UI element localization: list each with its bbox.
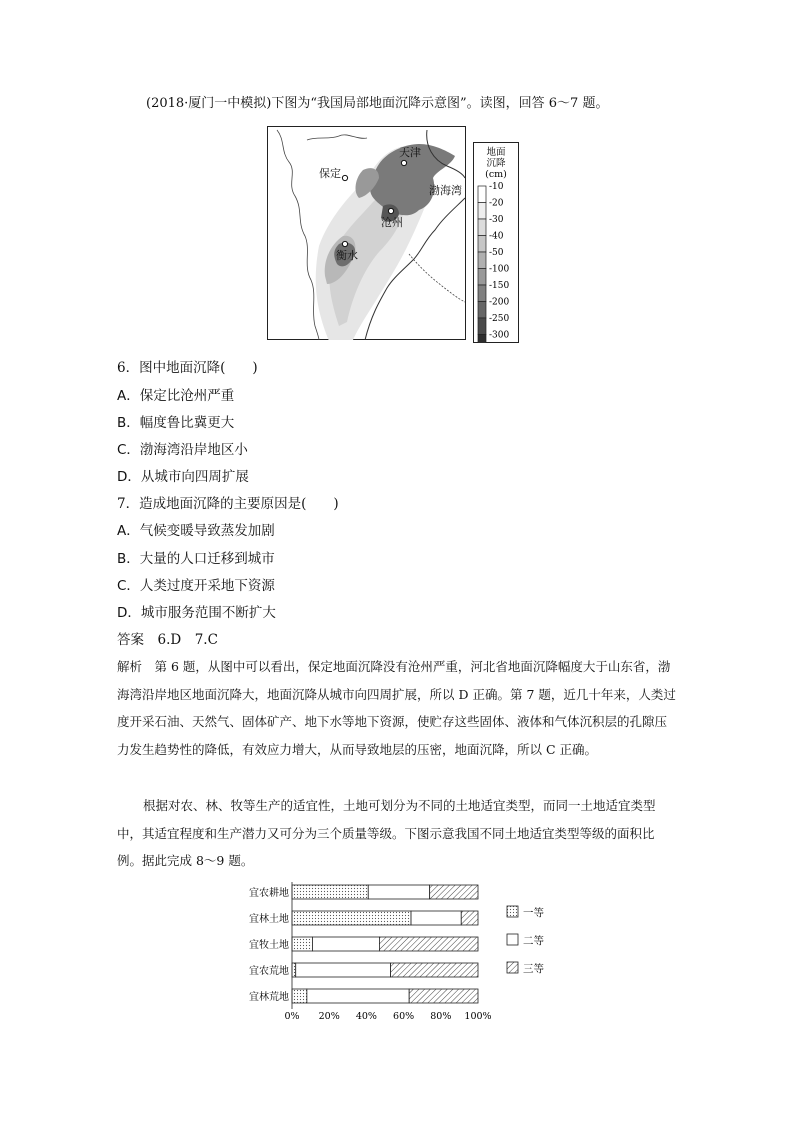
bar-segment [292,911,411,925]
x-tick-label: 100% [464,1011,492,1020]
legend-level-label: -250 [489,314,510,324]
label-cangzhou: 沧州 [381,216,403,229]
q7-stem: 7．造成地面沉降的主要原因是( ) [117,496,339,512]
category-label: 宜农耕地 [249,888,289,899]
legend-level-label: -30 [489,215,504,225]
chart-bars [292,885,478,1003]
legend-level-label: -40 [489,231,504,242]
legend-level-label: -100 [489,264,510,275]
bar-segment [411,911,461,925]
subsidence-map [267,126,466,340]
x-tick-label: 40% [355,1011,377,1020]
legend-swatch [478,236,486,253]
bar-segment [292,963,296,977]
q6-option-d: D．从城市向四周扩展 [117,469,249,485]
legend-level-label: -20 [489,198,504,209]
hengshui-marker [342,241,347,246]
x-tick-label: 20% [318,1011,340,1020]
q7-option-b: B．大量的人口迁移到城市 [117,551,275,567]
label-baoding: 保定 [319,167,341,180]
baoding-marker [342,175,347,180]
analysis-text: 第 6 题，从图中可以看出，保定地面沉降没有沧州严重，河北省地面沉降幅度大于山东省，渤海湾沿岸地区地面沉降大，地面沉降从城市向四周扩展，所以 D 正确。第 7 题，近几十年来，人类过度开采石油、天然气、固体矿产、地下水等地下资源，使贮存这些固体、液体和气体沉积层的孔隙压力发生趋势性的降低，有效应力增大，从而导致地层的压密，地面沉降，所以 C 正确。 [117,659,676,757]
analysis-label: 解析 [117,659,143,674]
x-tick-label: 60% [393,1011,415,1020]
bar-segment [307,989,409,1003]
label-hengshui: 衡水 [336,249,358,262]
legend-swatch [478,335,486,344]
q6-option-a: A．保定比沧州严重 [117,388,235,404]
bar-segment [409,989,478,1003]
legend-swatch [507,934,518,945]
legend-label: 三等 [523,963,544,975]
bar-segment [391,963,478,977]
x-tick-label: 0% [284,1011,300,1020]
legend-label: 一等 [523,907,544,919]
legend-level-label: -50 [489,248,504,258]
legend-swatch [507,962,518,973]
q7-option-d: D．城市服务范围不断扩大 [117,605,276,621]
label-bohai: 渤海湾 [429,184,462,197]
bar-segment [368,885,429,899]
answer-label: 答案 [117,632,144,648]
legend-swatch [478,269,486,286]
q6-option-b: B．幅度鲁比冀更大 [117,415,235,431]
bar-segment [292,885,368,899]
land-suitability-bar-chart [230,878,560,1020]
x-tick-label: 80% [430,1011,452,1020]
legend-swatch [478,219,486,236]
bar-segment [292,989,307,1003]
bar-segment [379,937,478,951]
legend-level-label: -300 [489,330,510,341]
bar-segment [292,937,312,951]
legend-level-label: -150 [489,281,510,291]
category-label: 宜农荒地 [249,966,289,977]
bar-segment [296,963,391,977]
legend-title-line: 地面 [486,147,506,158]
legend-label: 二等 [523,935,544,947]
tianjin-marker [401,160,406,165]
q6-option-c: C．渤海湾沿岸地区小 [117,442,248,458]
legend-swatch [478,318,486,335]
legend-swatch [478,252,486,269]
answer-text: 6.D 7.C [157,632,218,648]
chart-legend [507,906,544,975]
q7-option-a: A．气候变暖导致蒸发加剧 [117,523,275,539]
question-intro-6-7: (2018·厦门一中模拟)下图为“我国局部地面沉降示意图”。读图，回答 6～7 题。 [146,96,609,111]
question-intro-8-9: 根据对农、林、牧等生产的适宜性，土地可划分为不同的土地适宜类型，而同一土地适宜类型中，其适宜程度和生产潜力又可分为三个质量等级。下图示意我国不同土地适宜类型等级的面积比例。据此完成 8～9 题。 [117,798,656,868]
legend-swatch [507,906,518,917]
bar-segment [312,937,379,951]
legend-swatch [478,186,486,203]
cangzhou-marker [388,208,393,213]
bar-segment [430,885,478,899]
bar-segment [461,911,478,925]
legend-level-label: -10 [489,182,504,192]
category-label: 宜林荒地 [249,992,289,1003]
legend-title-line: 沉降 [486,158,506,169]
legend-swatch [478,302,486,319]
legend-swatch [478,285,486,302]
category-label: 宜牧土地 [249,940,289,951]
legend-level-label: -200 [489,297,510,308]
legend-swatch [478,203,486,220]
category-label: 宜林土地 [249,914,289,925]
chart-category-labels [249,886,289,1003]
label-tianjin: 天津 [399,146,421,159]
q6-stem: 6．图中地面沉降( ) [117,360,258,376]
answer-line [117,630,218,650]
subsidence-legend [473,142,519,343]
legend-title-line: (cm) [485,169,507,180]
analysis-paragraph [117,653,679,763]
q7-option-c: C．人类过度开采地下资源 [117,578,275,594]
